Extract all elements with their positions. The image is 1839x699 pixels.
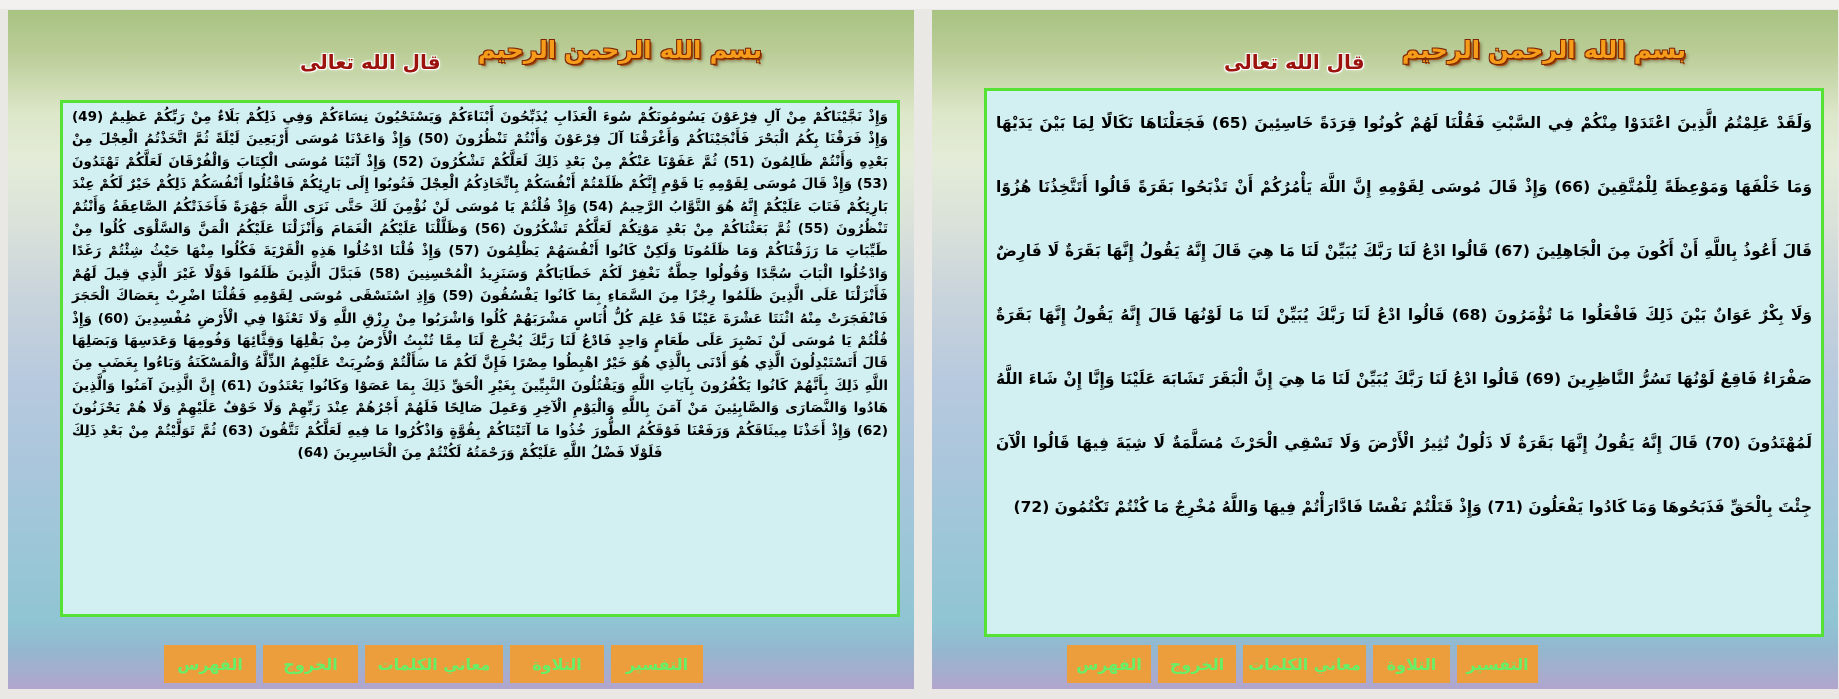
qala-allah-calligraphy: قال الله تعالى bbox=[1224, 50, 1365, 74]
bismillah-calligraphy: بسم الله الرحمن الرحيم bbox=[1401, 36, 1686, 64]
bismillah-calligraphy: بسم الله الرحمن الرحيم bbox=[477, 36, 762, 64]
toolbar bbox=[164, 645, 703, 683]
tafsir-button[interactable]: التفسير bbox=[611, 645, 703, 683]
word-meanings-button[interactable]: معاني الكلمات bbox=[1243, 645, 1366, 683]
word-meanings-button[interactable]: معاني الكلمات bbox=[365, 645, 503, 683]
window-top-strip bbox=[0, 0, 1839, 9]
quran-page-panel-right bbox=[932, 10, 1838, 689]
toolbar bbox=[1067, 645, 1538, 683]
exit-button[interactable]: الخروج bbox=[263, 645, 358, 683]
qala-allah-calligraphy: قال الله تعالى bbox=[300, 50, 441, 74]
verses-textbox: وَإِذْ نَجَّيْنَاكُمْ مِنْ آلِ فِرْعَوْنَ يَسُومُونَكُمْ سُوءَ الْعَذَابِ يُذَبِّحُونَ أَبْنَاءَكُمْ وَيَسْتَحْيُونَ نِسَاءَكُمْ وَفِي ذَلِكُمْ بَلَاءٌ مِنْ رَبِّكُمْ عَظِيمٌ (49) وَإِذْ فَرَقْنَا بِكُمُ الْبَحْرَ فَأَنْجَيْنَاكُمْ وَأَغْرَقْنَا آلَ فِرْعَوْنَ وَأَنْتُمْ تَنْظُرُونَ (50) وَإِذْ وَاعَدْنَا مُوسَى أَرْبَعِينَ لَيْلَةً ثُمَّ اتَّخَذْتُمُ الْعِجْلَ مِنْ بَعْدِهِ وَأَنْتُمْ ظَالِمُونَ (51) ثُمَّ عَفَوْنَا عَنْكُمْ مِنْ بَعْدِ ذَلِكَ لَعَلَّكُمْ تَشْكُرُونَ (52) وَإِذْ آتَيْنَا مُوسَى الْكِتَابَ وَالْفُرْقَانَ لَعَلَّكُمْ تَهْتَدُونَ (53) وَإِذْ قَالَ مُوسَى لِقَوْمِهِ يَا قَوْمِ إِنَّكُمْ ظَلَمْتُمْ أَنْفُسَكُمْ بِاتِّخَاذِكُمُ الْعِجْلَ فَتُوبُوا إِلَى بَارِئِكُمْ فَاقْتُلُوا أَنْفُسَكُمْ ذَلِكُمْ خَيْرٌ لَكُمْ عِنْدَ بَارِئِكُمْ فَتَابَ عَلَيْكُمْ إِنَّهُ هُوَ التَّوَّابُ الرَّحِيمُ (54) وَإِذْ قُلْتُمْ يَا مُوسَى لَنْ نُؤْمِنَ لَكَ حَتَّى نَرَى اللَّهَ جَهْرَةً فَأَخَذَتْكُمُ الصَّاعِقَةُ وَأَنْتُمْ تَنْظُرُونَ (55) ثُمَّ بَعَثْنَاكُمْ مِنْ بَعْدِ مَوْتِكُمْ لَعَلَّكُمْ تَشْكُرُونَ (56) وَظَلَّلْنَا عَلَيْكُمُ الْغَمَامَ وَأَنْزَلْنَا عَلَيْكُمُ الْمَنَّ وَالسَّلْوَى كُلُوا مِنْ طَيِّبَاتِ مَا رَزَقْنَاكُمْ وَمَا ظَلَمُونَا وَلَكِنْ كَانُوا أَنْفُسَهُمْ يَظْلِمُونَ (57) وَإِذْ قُلْنَا ادْخُلُوا هَذِهِ الْقَرْيَةَ فَكُلُوا مِنْهَا حَيْثُ شِئْتُمْ رَغَدًا وَادْخُلُوا الْبَابَ سُجَّدًا وَقُولُوا حِطَّةٌ نَغْفِرْ لَكُمْ خَطَايَاكُمْ وَسَنَزِيدُ الْمُحْسِنِينَ (58) فَبَدَّلَ الَّذِينَ ظَلَمُوا قَوْلًا غَيْرَ الَّذِي قِيلَ لَهُمْ فَأَنْزَلْنَا عَلَى الَّذِينَ ظَلَمُوا رِجْزًا مِنَ السَّمَاءِ بِمَا كَانُوا يَفْسُقُونَ (59) وَإِذِ اسْتَسْقَى مُوسَى لِقَوْمِهِ فَقُلْنَا اضْرِبْ بِعَصَاكَ الْحَجَرَ فَانْفَجَرَتْ مِنْهُ اثْنَتَا عَشْرَةَ عَيْنًا قَدْ عَلِمَ كُلُّ أُنَاسٍ مَشْرَبَهُمْ كُلُوا وَاشْرَبُوا مِنْ رِزْقِ اللَّهِ وَلَا تَعْثَوْا فِي الْأَرْضِ مُفْسِدِينَ (60) وَإِذْ قُلْتُمْ يَا مُوسَى لَنْ نَصْبِرَ عَلَى طَعَامٍ وَاحِدٍ فَادْعُ لَنَا رَبَّكَ يُخْرِجْ لَنَا مِمَّا تُنْبِتُ الْأَرْضُ مِنْ بَقْلِهَا وَقِثَّائِهَا وَفُومِهَا وَعَدَسِهَا وَبَصَلِهَا قَالَ أَتَسْتَبْدِلُونَ الَّذِي هُوَ أَدْنَى بِالَّذِي هُوَ خَيْرٌ اهْبِطُوا مِصْرًا فَإِنَّ لَكُمْ مَا سَأَلْتُمْ وَضُرِبَتْ عَلَيْهِمُ الذِّلَّةُ وَالْمَسْكَنَةُ وَبَاءُوا بِغَضَبٍ مِنَ اللَّهِ ذَلِكَ بِأَنَّهُمْ كَانُوا يَكْفُرُونَ بِآيَاتِ اللَّهِ وَيَقْتُلُونَ النَّبِيِّينَ بِغَيْرِ الْحَقِّ ذَلِكَ بِمَا عَصَوْا وَكَانُوا يَعْتَدُونَ (61) إِنَّ الَّذِينَ آمَنُوا وَالَّذِينَ هَادُوا وَالنَّصَارَى وَالصَّابِئِينَ مَنْ آمَنَ بِاللَّهِ وَالْيَوْمِ الْآخِرِ وَعَمِلَ صَالِحًا فَلَهُمْ أَجْرُهُمْ عِنْدَ رَبِّهِمْ وَلَا خَوْفٌ عَلَيْهِمْ وَلَا هُمْ يَحْزَنُونَ (62) وَإِذْ أَخَذْنَا مِيثَاقَكُمْ وَرَفَعْنَا فَوْقَكُمُ الطُّورَ خُذُوا مَا آتَيْنَاكُمْ بِقُوَّةٍ وَاذْكُرُوا مَا فِيهِ لَعَلَّكُمْ تَتَّقُونَ (63) ثُمَّ تَوَلَّيْتُمْ مِنْ بَعْدِ ذَلِكَ فَلَوْلَا فَضْلُ اللَّهِ عَلَيْكُمْ وَرَحْمَتُهُ لَكُنْتُمْ مِنَ الْخَاسِرِينَ (64) bbox=[60, 100, 900, 617]
index-button[interactable]: الفهرس bbox=[1067, 645, 1151, 683]
exit-button[interactable]: الخروج bbox=[1158, 645, 1236, 683]
index-button[interactable]: الفهرس bbox=[164, 645, 256, 683]
tilawah-button[interactable]: التلاوة bbox=[1373, 645, 1450, 683]
quran-page-panel-left bbox=[8, 10, 914, 689]
verses-textbox: وَلَقَدْ عَلِمْتُمُ الَّذِينَ اعْتَدَوْا مِنْكُمْ فِي السَّبْتِ فَقُلْنَا لَهُمْ كُونُوا قِرَدَةً خَاسِئِينَ (65) فَجَعَلْنَاهَا نَكَالًا لِمَا بَيْنَ يَدَيْهَا وَمَا خَلْفَهَا وَمَوْعِظَةً لِلْمُتَّقِينَ (66) وَإِذْ قَالَ مُوسَى لِقَوْمِهِ إِنَّ اللَّهَ يَأْمُرُكُمْ أَنْ تَذْبَحُوا بَقَرَةً قَالُوا أَتَتَّخِذُنَا هُزُوًا قَالَ أَعُوذُ بِاللَّهِ أَنْ أَكُونَ مِنَ الْجَاهِلِينَ (67) قَالُوا ادْعُ لَنَا رَبَّكَ يُبَيِّنْ لَنَا مَا هِيَ قَالَ إِنَّهُ يَقُولُ إِنَّهَا بَقَرَةٌ لَا فَارِضٌ وَلَا بِكْرٌ عَوَانٌ بَيْنَ ذَلِكَ فَافْعَلُوا مَا تُؤْمَرُونَ (68) قَالُوا ادْعُ لَنَا رَبَّكَ يُبَيِّنْ لَنَا مَا لَوْنُهَا قَالَ إِنَّهُ يَقُولُ إِنَّهَا بَقَرَةٌ صَفْرَاءُ فَاقِعٌ لَوْنُهَا تَسُرُّ النَّاظِرِينَ (69) قَالُوا ادْعُ لَنَا رَبَّكَ يُبَيِّنْ لَنَا مَا هِيَ إِنَّ الْبَقَرَ تَشَابَهَ عَلَيْنَا وَإِنَّا إِنْ شَاءَ اللَّهُ لَمُهْتَدُونَ (70) قَالَ إِنَّهُ يَقُولُ إِنَّهَا بَقَرَةٌ لَا ذَلُولٌ تُثِيرُ الْأَرْضَ وَلَا تَسْقِي الْحَرْثَ مُسَلَّمَةٌ لَا شِيَةَ فِيهَا قَالُوا الْآنَ جِئْتَ بِالْحَقِّ فَذَبَحُوهَا وَمَا كَادُوا يَفْعَلُونَ (71) وَإِذْ قَتَلْتُمْ نَفْسًا فَادَّارَأْتُمْ فِيهَا وَاللَّهُ مُخْرِجٌ مَا كُنْتُمْ تَكْتُمُونَ (72) bbox=[984, 88, 1824, 637]
tilawah-button[interactable]: التلاوة bbox=[510, 645, 604, 683]
tafsir-button[interactable]: التفسير bbox=[1457, 645, 1538, 683]
